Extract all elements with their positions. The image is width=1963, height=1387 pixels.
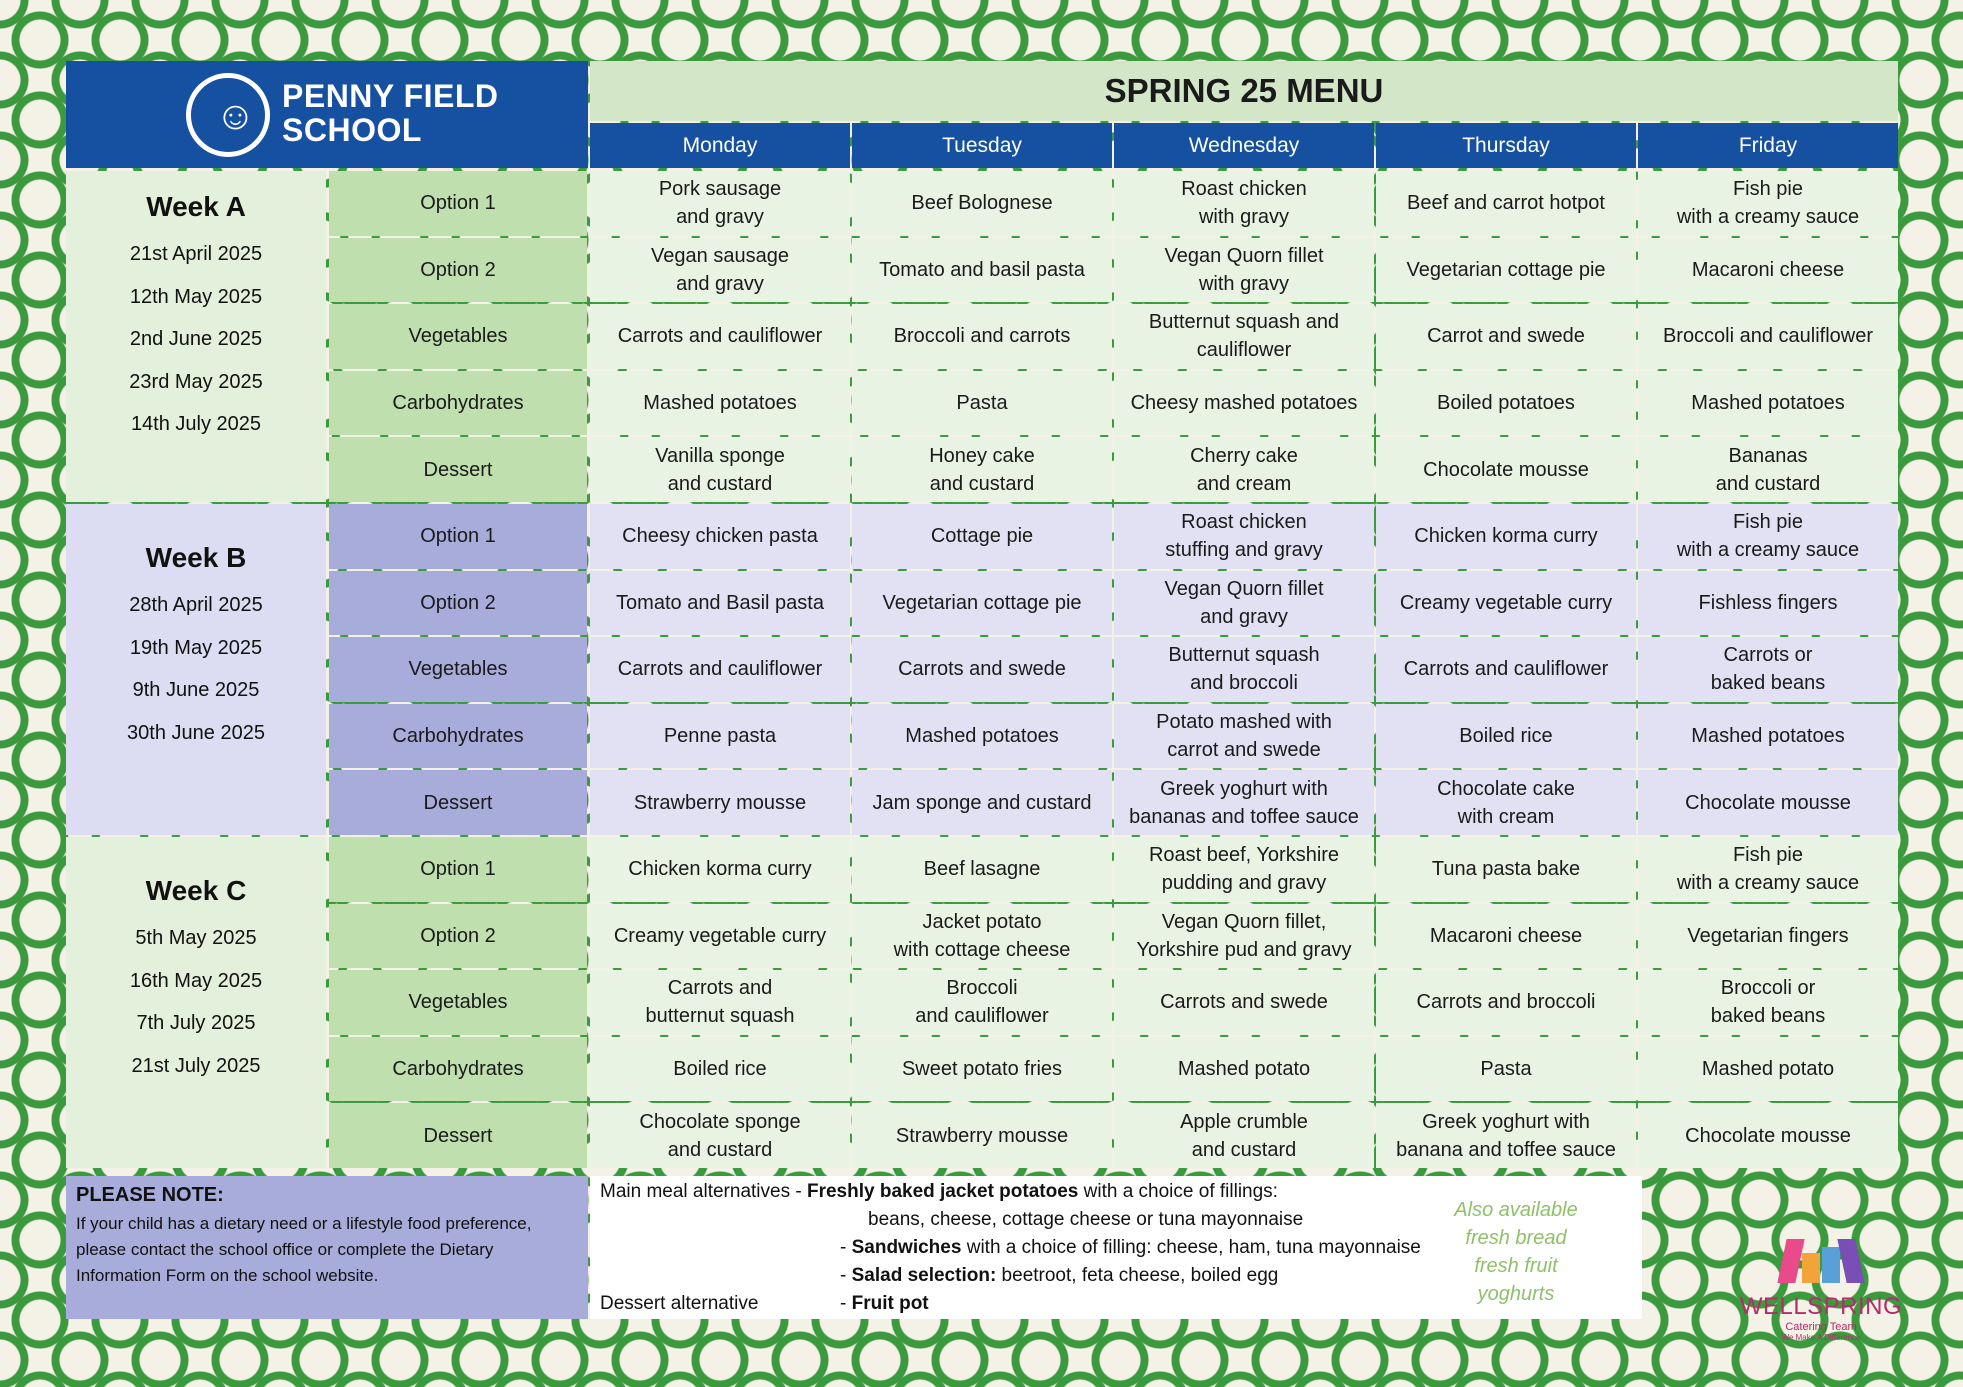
menu-item: Mashed potato xyxy=(1114,1037,1374,1102)
menu-item: Creamy vegetable curry xyxy=(590,904,850,969)
dessert-alternative-label: Dessert alternative xyxy=(600,1293,759,1314)
menu-item: Strawberry mousse xyxy=(590,770,850,835)
menu-item: Tomato and basil pasta xyxy=(852,238,1112,303)
menu-item: Vanilla sponge and custard xyxy=(590,437,850,502)
menu-item: Boiled potatoes xyxy=(1376,371,1636,436)
menu-item: Cottage pie xyxy=(852,504,1112,569)
school-logo-box xyxy=(66,61,588,168)
week-date: 21st July 2025 xyxy=(131,1054,261,1077)
menu-item: Vegan sausage and gravy xyxy=(590,238,850,303)
fruit-pot-line: - Fruit pot xyxy=(840,1293,929,1314)
week-column-2 xyxy=(66,837,326,1168)
brand-sub: Catering Team xyxy=(1785,1321,1857,1333)
category-label: Dessert xyxy=(329,437,587,502)
menu-item: Carrots and butternut squash xyxy=(590,970,850,1035)
menu-item: Carrots or baked beans xyxy=(1638,637,1898,702)
menu-item: Fish pie with a creamy sauce xyxy=(1638,171,1898,236)
note-body: If your child has a dietary need or a lifestyle food preference, please contact the school office or complete the Dietary Information Form on the school website. xyxy=(76,1214,532,1285)
menu-item: Mashed potatoes xyxy=(852,704,1112,769)
week-date: 28th April 2025 xyxy=(129,594,263,616)
week-column-1 xyxy=(66,504,326,835)
week-date: 21st April 2025 xyxy=(129,243,263,265)
menu-item: Broccoli or baked beans xyxy=(1638,970,1898,1035)
menu-item: Carrots and cauliflower xyxy=(590,304,850,369)
week-name: Week B xyxy=(145,542,247,573)
week-date: 23rd May 2025 xyxy=(129,370,263,393)
category-label: Carbohydrates xyxy=(329,704,587,769)
menu-item: Roast beef, Yorkshire pudding and gravy xyxy=(1114,837,1374,902)
menu-item: Carrots and cauliflower xyxy=(590,637,850,702)
menu-item: Carrots and cauliflower xyxy=(1376,637,1636,702)
menu-item: Beef lasagne xyxy=(852,837,1112,902)
menu-item: Jacket potato with cottage cheese xyxy=(852,904,1112,969)
menu-item: Greek yoghurt with banana and toffee sauce xyxy=(1376,1103,1636,1168)
menu-item: Roast chicken with gravy xyxy=(1114,171,1374,236)
menu-item: Chocolate mousse xyxy=(1638,1103,1898,1168)
menu-item: Vegan Quorn fillet and gravy xyxy=(1114,571,1374,636)
menu-item: Butternut squash and broccoli xyxy=(1114,637,1374,702)
category-label: Option 2 xyxy=(329,904,587,969)
category-label: Option 2 xyxy=(329,238,587,303)
sandwich-line: - Sandwiches with a choice of filling: cheese, ham, tuna mayonnaise xyxy=(840,1237,1421,1258)
week-column-0 xyxy=(66,171,326,502)
school-name-line1: PENNY FIELD xyxy=(282,78,499,114)
category-label: Dessert xyxy=(329,770,587,835)
category-label: Option 1 xyxy=(329,837,587,902)
fillings-line: beans, cheese, cottage cheese or tuna mayonnaise xyxy=(868,1209,1304,1230)
menu-item: Beef Bolognese xyxy=(852,171,1112,236)
main-alternatives-line: Main meal alternatives - Freshly baked jacket potatoes with a choice of fillings: xyxy=(600,1181,1278,1202)
brand-name: WELLSPRING xyxy=(1739,1293,1903,1320)
menu-item: Carrot and swede xyxy=(1376,304,1636,369)
week-date: 7th July 2025 xyxy=(136,1012,256,1034)
school-logo-icon: ☺ xyxy=(186,73,270,157)
menu-item: Carrots and swede xyxy=(852,637,1112,702)
menu-frame xyxy=(66,61,1903,1342)
menu-item: Carrots and broccoli xyxy=(1376,970,1636,1035)
menu-item: Broccoli and cauliflower xyxy=(852,970,1112,1035)
menu-item: Boiled rice xyxy=(1376,704,1636,769)
week-date: 9th June 2025 xyxy=(132,679,260,701)
menu-item: Fish pie with a creamy sauce xyxy=(1638,837,1898,902)
week-date: 5th May 2025 xyxy=(135,927,257,949)
category-label: Option 2 xyxy=(329,571,587,636)
menu-item: Chocolate mousse xyxy=(1638,770,1898,835)
menu-item: Pasta xyxy=(1376,1037,1636,1102)
brand-tagline: We Make A Difference xyxy=(1781,1333,1861,1342)
menu-item: Chocolate sponge and custard xyxy=(590,1103,850,1168)
note-heading: PLEASE NOTE: xyxy=(76,1184,224,1206)
menu-item: Fish pie with a creamy sauce xyxy=(1638,504,1898,569)
category-label: Vegetables xyxy=(329,637,587,702)
menu-item: Vegetarian cottage pie xyxy=(1376,238,1636,303)
menu-item: Mashed potatoes xyxy=(590,371,850,436)
week-date: 14th July 2025 xyxy=(130,413,262,435)
week-date: 12th May 2025 xyxy=(129,285,263,308)
week-date: 19th May 2025 xyxy=(129,636,263,659)
menu-item: Chicken korma curry xyxy=(1376,504,1636,569)
category-label: Dessert xyxy=(329,1103,587,1168)
menu-item: Mashed potatoes xyxy=(1638,704,1898,769)
menu-item: Tomato and Basil pasta xyxy=(590,571,850,636)
menu-item: Pasta xyxy=(852,371,1112,436)
menu-item: Chocolate cake with cream xyxy=(1376,770,1636,835)
wellspring-mark-icon xyxy=(1782,1239,1860,1283)
menu-item: Strawberry mousse xyxy=(852,1103,1112,1168)
day-header-4: Friday xyxy=(1638,123,1898,168)
menu-item: Vegetarian fingers xyxy=(1638,904,1898,969)
category-label: Carbohydrates xyxy=(329,1037,587,1102)
salad-line: - Salad selection: beetroot, feta cheese, boiled egg xyxy=(840,1265,1279,1286)
menu-item: Mashed potato xyxy=(1638,1037,1898,1102)
menu-item: Roast chicken stuffing and gravy xyxy=(1114,504,1374,569)
day-header-3: Thursday xyxy=(1376,123,1636,168)
menu-item: Mashed potatoes xyxy=(1638,371,1898,436)
week-date: 30th June 2025 xyxy=(127,721,265,744)
also-available: Also available fresh bread fresh fruit yoghurts xyxy=(1454,1199,1578,1305)
menu-item: Greek yoghurt with bananas and toffee sauce xyxy=(1114,770,1374,835)
menu-item: Bananas and custard xyxy=(1638,437,1898,502)
week-date: 2nd June 2025 xyxy=(129,328,263,350)
menu-item: Broccoli and carrots xyxy=(852,304,1112,369)
menu-item: Tuna pasta bake xyxy=(1376,837,1636,902)
menu-item: Jam sponge and custard xyxy=(852,770,1112,835)
menu-item: Macaroni cheese xyxy=(1638,238,1898,303)
menu-item: Sweet potato fries xyxy=(852,1037,1112,1102)
category-label: Carbohydrates xyxy=(329,371,587,436)
menu-item: Chocolate mousse xyxy=(1376,437,1636,502)
menu-item: Broccoli and cauliflower xyxy=(1638,304,1898,369)
week-name: Week A xyxy=(146,191,246,222)
menu-item: Potato mashed with carrot and swede xyxy=(1114,704,1374,769)
menu-item: Cheesy chicken pasta xyxy=(590,504,850,569)
menu-item: Cherry cake and cream xyxy=(1114,437,1374,502)
week-name: Week C xyxy=(145,875,247,906)
menu-item: Macaroni cheese xyxy=(1376,904,1636,969)
menu-item: Cheesy mashed potatoes xyxy=(1114,371,1374,436)
week-date: 16th May 2025 xyxy=(129,969,263,992)
wellspring-logo xyxy=(1736,1239,1906,1342)
day-header-2: Wednesday xyxy=(1114,123,1374,168)
menu-item: Fishless fingers xyxy=(1638,571,1898,636)
category-label: Option 1 xyxy=(329,171,587,236)
menu-item: Creamy vegetable curry xyxy=(1376,571,1636,636)
menu-item: Honey cake and custard xyxy=(852,437,1112,502)
category-label: Vegetables xyxy=(329,970,587,1035)
menu-item: Vegan Quorn fillet, Yorkshire pud and gravy xyxy=(1114,904,1374,969)
menu-item: Vegan Quorn fillet with gravy xyxy=(1114,238,1374,303)
menu-item: Penne pasta xyxy=(590,704,850,769)
menu-item: Butternut squash and cauliflower xyxy=(1114,304,1374,369)
menu-item: Beef and carrot hotpot xyxy=(1376,171,1636,236)
menu-item: Vegetarian cottage pie xyxy=(852,571,1112,636)
menu-item: Boiled rice xyxy=(590,1037,850,1102)
please-note-box xyxy=(66,1176,588,1319)
day-header-0: Monday xyxy=(590,123,850,168)
school-name-line2: SCHOOL xyxy=(282,112,422,148)
menu-item: Pork sausage and gravy xyxy=(590,171,850,236)
school-name xyxy=(282,79,499,147)
category-label: Option 1 xyxy=(329,504,587,569)
menu-item: Chicken korma curry xyxy=(590,837,850,902)
day-header-1: Tuesday xyxy=(852,123,1112,168)
menu-item: Apple crumble and custard xyxy=(1114,1103,1374,1168)
category-label: Vegetables xyxy=(329,304,587,369)
menu-title: SPRING 25 MENU xyxy=(590,61,1898,121)
menu-item: Carrots and swede xyxy=(1114,970,1374,1035)
